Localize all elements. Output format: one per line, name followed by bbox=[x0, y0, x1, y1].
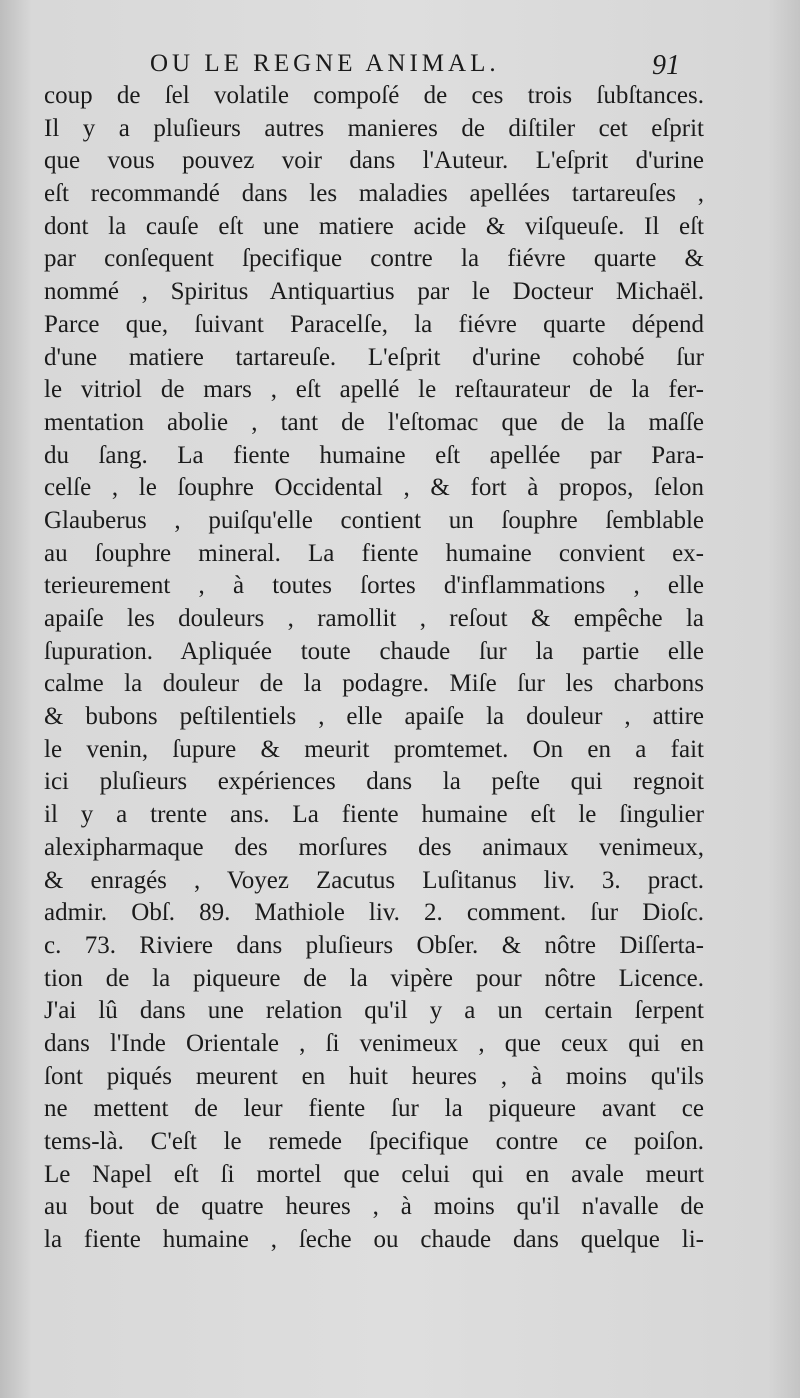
text-line: celſe , le ſouphre Occidental , & fort à propos, ſelon bbox=[44, 474, 704, 502]
text-line: alexipharmaque des morſures des animaux venimeux, bbox=[44, 833, 704, 861]
text-line: dans l'Inde Orientale , ſi venimeux , que ceux qui en bbox=[44, 1029, 704, 1057]
text-line: Le Napel eſt ſi mortel que celui qui en avale meurt bbox=[44, 1160, 704, 1188]
text-line: tems-là. C'eſt le remede ſpecifique contre ce poiſon. bbox=[44, 1128, 704, 1155]
text-line: tion de la piqueure de la vipère pour nôtre Licence. bbox=[44, 964, 704, 992]
text-line: au ſouphre mineral. La fiente humaine convient ex- bbox=[44, 539, 704, 567]
text-line: le venin, ſupure & meurit promtemet. On en a fait bbox=[44, 735, 704, 763]
body-text bbox=[44, 80, 704, 1257]
text-line: nommé , Spiritus Antiquartius par le Docteur Michaël. bbox=[44, 278, 704, 306]
text-line: apaiſe les douleurs , ramollit , reſout & empêche la bbox=[44, 605, 704, 632]
running-title: OU LE REGNE ANIMAL. bbox=[150, 50, 500, 77]
text-line: du ſang. La fiente humaine eſt apellée par Para- bbox=[44, 441, 704, 469]
text-line: ici pluſieurs expériences dans la peſte qui regnoit bbox=[44, 768, 704, 796]
text-line: la fiente humaine , ſeche ou chaude dans quelque li- bbox=[44, 1226, 704, 1254]
text-line: au bout de quatre heures , à moins qu'il n'avalle de bbox=[44, 1193, 704, 1221]
text-line: c. 73. Riviere dans pluſieurs Obſer. & nôtre Diſſerta- bbox=[44, 931, 704, 959]
text-line: eſt recommandé dans les maladies apellées tartareuſes , bbox=[44, 180, 704, 208]
text-line: il y a trente ans. La fiente humaine eſt le ſingulier bbox=[44, 801, 704, 829]
text-line: Il y a pluſieurs autres manieres de diſtiler cet eſprit bbox=[44, 114, 704, 142]
text-line: que vous pouvez voir dans l'Auteur. L'eſprit d'urine bbox=[44, 147, 704, 175]
text-line: Glauberus , puiſqu'elle contient un ſouphre ſemblable bbox=[44, 506, 704, 534]
page-number: 91 bbox=[652, 50, 680, 81]
text-line: & bubons peſtilentiels , elle apaiſe la douleur , attire bbox=[44, 703, 704, 731]
text-line: J'ai lû dans une relation qu'il y a un certain ſerpent bbox=[44, 997, 704, 1025]
text-line: & enragés , Voyez Zacutus Luſitanus liv. 3. pract. bbox=[44, 866, 704, 894]
text-line: Parce que, ſuivant Paracelſe, la fiévre quarte dépend bbox=[44, 310, 704, 338]
text-line: ne mettent de leur fiente ſur la piqueure avant ce bbox=[44, 1095, 704, 1123]
text-line: d'une matiere tartareuſe. L'eſprit d'urine cohobé ſur bbox=[44, 343, 704, 371]
text-line: le vitriol de mars , eſt apellé le reſtaurateur de la fer- bbox=[44, 376, 704, 404]
text-line: ſont piqués meurent en huit heures , à moins qu'ils bbox=[44, 1062, 704, 1090]
text-line: terieurement , à toutes ſortes d'inflammations , elle bbox=[44, 572, 704, 600]
text-line: ſupuration. Apliquée toute chaude ſur la partie elle bbox=[44, 637, 704, 665]
text-line: coup de ſel volatile compoſé de ces trois ſubſtances. bbox=[44, 82, 704, 109]
text-line: par conſequent ſpecifique contre la fiévre quarte & bbox=[44, 245, 704, 273]
text-line: admir. Obſ. 89. Mathiole liv. 2. comment. ſur Dioſc. bbox=[44, 899, 704, 927]
text-line: mentation abolie , tant de l'eſtomac que de la maſſe bbox=[44, 408, 704, 436]
text-line: calme la douleur de la podagre. Miſe ſur les charbons bbox=[44, 670, 704, 698]
text-line: dont la cauſe eſt une matiere acide & viſqueuſe. Il eſt bbox=[44, 212, 704, 240]
